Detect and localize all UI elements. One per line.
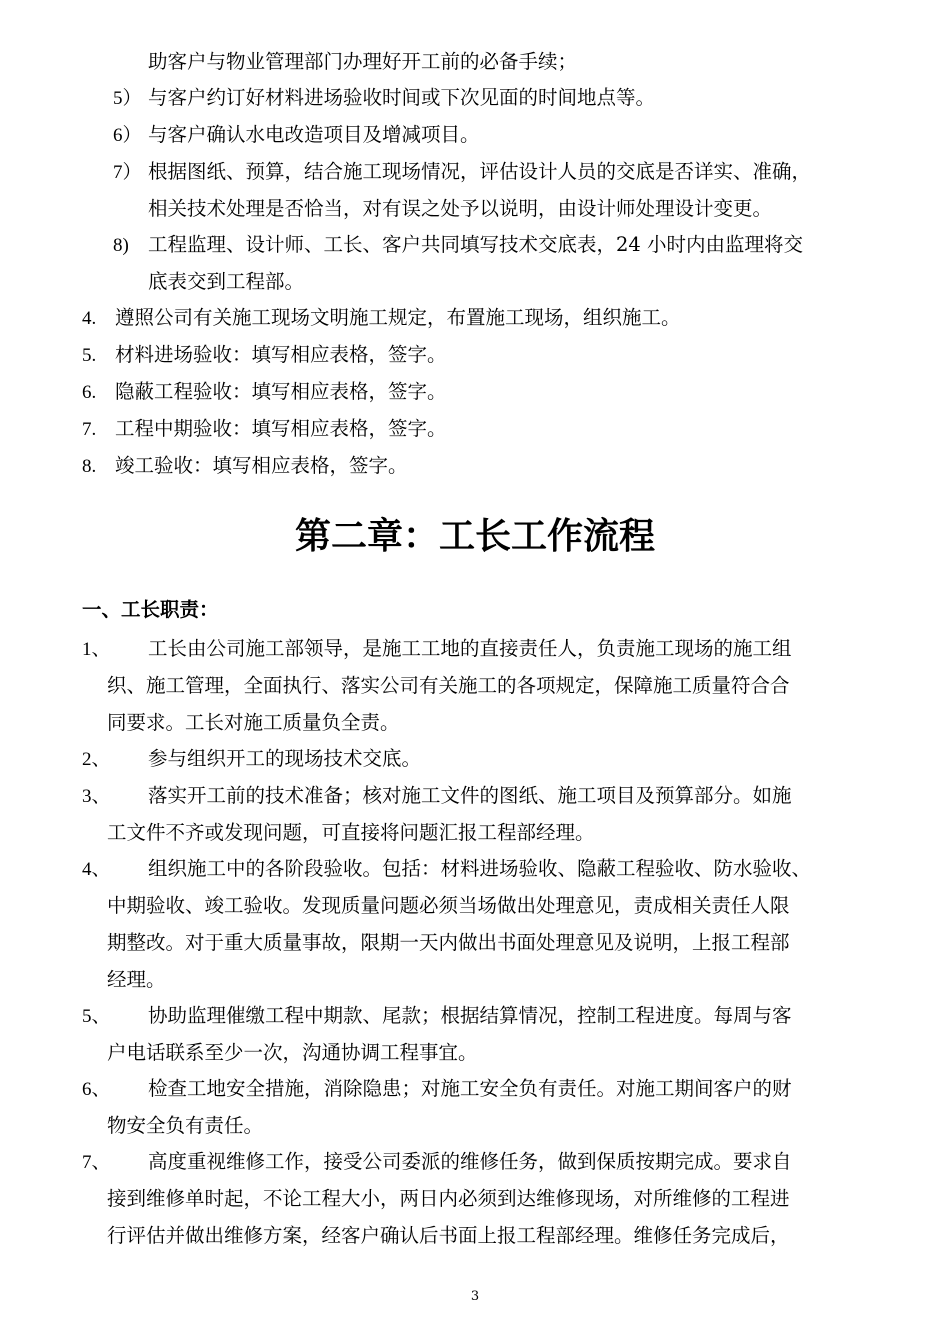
item-7-text: 工程中期验收：填写相应表格，签字。 xyxy=(115,417,447,440)
sub-item-5-number: 5） xyxy=(113,88,142,109)
item-8-number: 8. xyxy=(82,456,97,477)
duty-5-line-2: 户电话联系至少一次，沟通协调工程事宜。 xyxy=(107,1041,478,1064)
duty-4-line-2: 中期验收、竣工验收。发现质量问题必须当场做出处理意见，责成相关责任人限 xyxy=(107,894,790,917)
item-6-number: 6. xyxy=(82,382,97,403)
item-4-text: 遵照公司有关施工现场文明施工规定，布置施工现场，组织施工。 xyxy=(115,306,681,329)
duty-4-number: 4、 xyxy=(82,859,111,880)
sub-item-5-text: 与客户约订好材料进场验收时间或下次见面的时间地点等。 xyxy=(148,86,656,109)
duty-4-line-4: 经理。 xyxy=(107,968,166,991)
duty-1-line-3: 同要求。工长对施工质量负全责。 xyxy=(107,711,400,734)
duty-6-line-1: 检查工地安全措施，消除隐患；对施工安全负有责任。对施工期间客户的财 xyxy=(148,1077,792,1100)
item-6-text: 隐蔽工程验收：填写相应表格，签字。 xyxy=(115,380,447,403)
sub-item-6-text: 与客户确认水电改造项目及增减项目。 xyxy=(148,123,480,146)
page-number: 3 xyxy=(470,1289,480,1304)
duty-7-line-1: 高度重视维修工作，接受公司委派的维修任务，做到保质按期完成。要求自 xyxy=(148,1150,792,1173)
sub-item-6-number: 6） xyxy=(113,125,142,146)
continued-line: 助客户与物业管理部门办理好开工前的必备手续； xyxy=(148,50,578,73)
sub-item-8-line-1: 工程监理、设计师、工长、客户共同填写技术交底表，24 小时内由监理将交 xyxy=(148,233,804,256)
duty-5-number: 5、 xyxy=(82,1006,111,1027)
duty-3-line-2: 工文件不齐或发现问题，可直接将问题汇报工程部经理。 xyxy=(107,821,595,844)
sub-item-7-line-2: 相关技术处理是否恰当，对有误之处予以说明，由设计师处理设计变更。 xyxy=(148,197,773,220)
duty-6-line-2: 物安全负有责任。 xyxy=(107,1114,264,1137)
item-7-number: 7. xyxy=(82,419,97,440)
duty-6-number: 6、 xyxy=(82,1079,111,1100)
duty-7-line-2: 接到维修单时起，不论工程大小，两日内必须到达维修现场，对所维修的工程进 xyxy=(107,1187,790,1210)
duty-4-line-1: 组织施工中的各阶段验收。包括：材料进场验收、隐蔽工程验收、防水验收、 xyxy=(148,857,812,880)
duty-2-line-1: 参与组织开工的现场技术交底。 xyxy=(148,747,422,770)
item-5-number: 5. xyxy=(82,345,97,366)
duty-4-line-3: 期整改。对于重大质量事故，限期一天内做出书面处理意见及说明，上报工程部 xyxy=(107,931,790,954)
duty-1-number: 1、 xyxy=(82,639,111,660)
item-4-number: 4. xyxy=(82,308,97,329)
sub-item-7-number: 7） xyxy=(113,162,142,183)
item-5-text: 材料进场验收：填写相应表格，签字。 xyxy=(115,343,447,366)
duty-7-line-3: 行评估并做出维修方案，经客户确认后书面上报工程部经理。维修任务完成后， xyxy=(107,1224,790,1247)
sub-item-8-line-2: 底表交到工程部。 xyxy=(148,270,305,293)
chapter-title: 第二章：工长工作流程 xyxy=(294,515,655,557)
duty-7-number: 7、 xyxy=(82,1152,111,1173)
duty-1-line-2: 织、施工管理，全面执行、落实公司有关施工的各项规定，保障施工质量符合合 xyxy=(107,674,790,697)
duty-2-number: 2、 xyxy=(82,749,111,770)
duty-5-line-1: 协助监理催缴工程中期款、尾款；根据结算情况，控制工程进度。每周与客 xyxy=(148,1004,792,1027)
duty-1-line-1: 工长由公司施工部领导，是施工工地的直接责任人，负责施工现场的施工组 xyxy=(148,637,792,660)
duty-3-number: 3、 xyxy=(82,786,111,807)
section-title: 一、工长职责： xyxy=(82,598,219,621)
item-8-text: 竣工验收：填写相应表格，签字。 xyxy=(115,454,408,477)
duty-3-line-1: 落实开工前的技术准备；核对施工文件的图纸、施工项目及预算部分。如施 xyxy=(148,784,792,807)
sub-item-8-number: 8) xyxy=(113,235,129,256)
sub-item-7-line-1: 根据图纸、预算，结合施工现场情况，评估设计人员的交底是否详实、准确， xyxy=(148,160,812,183)
